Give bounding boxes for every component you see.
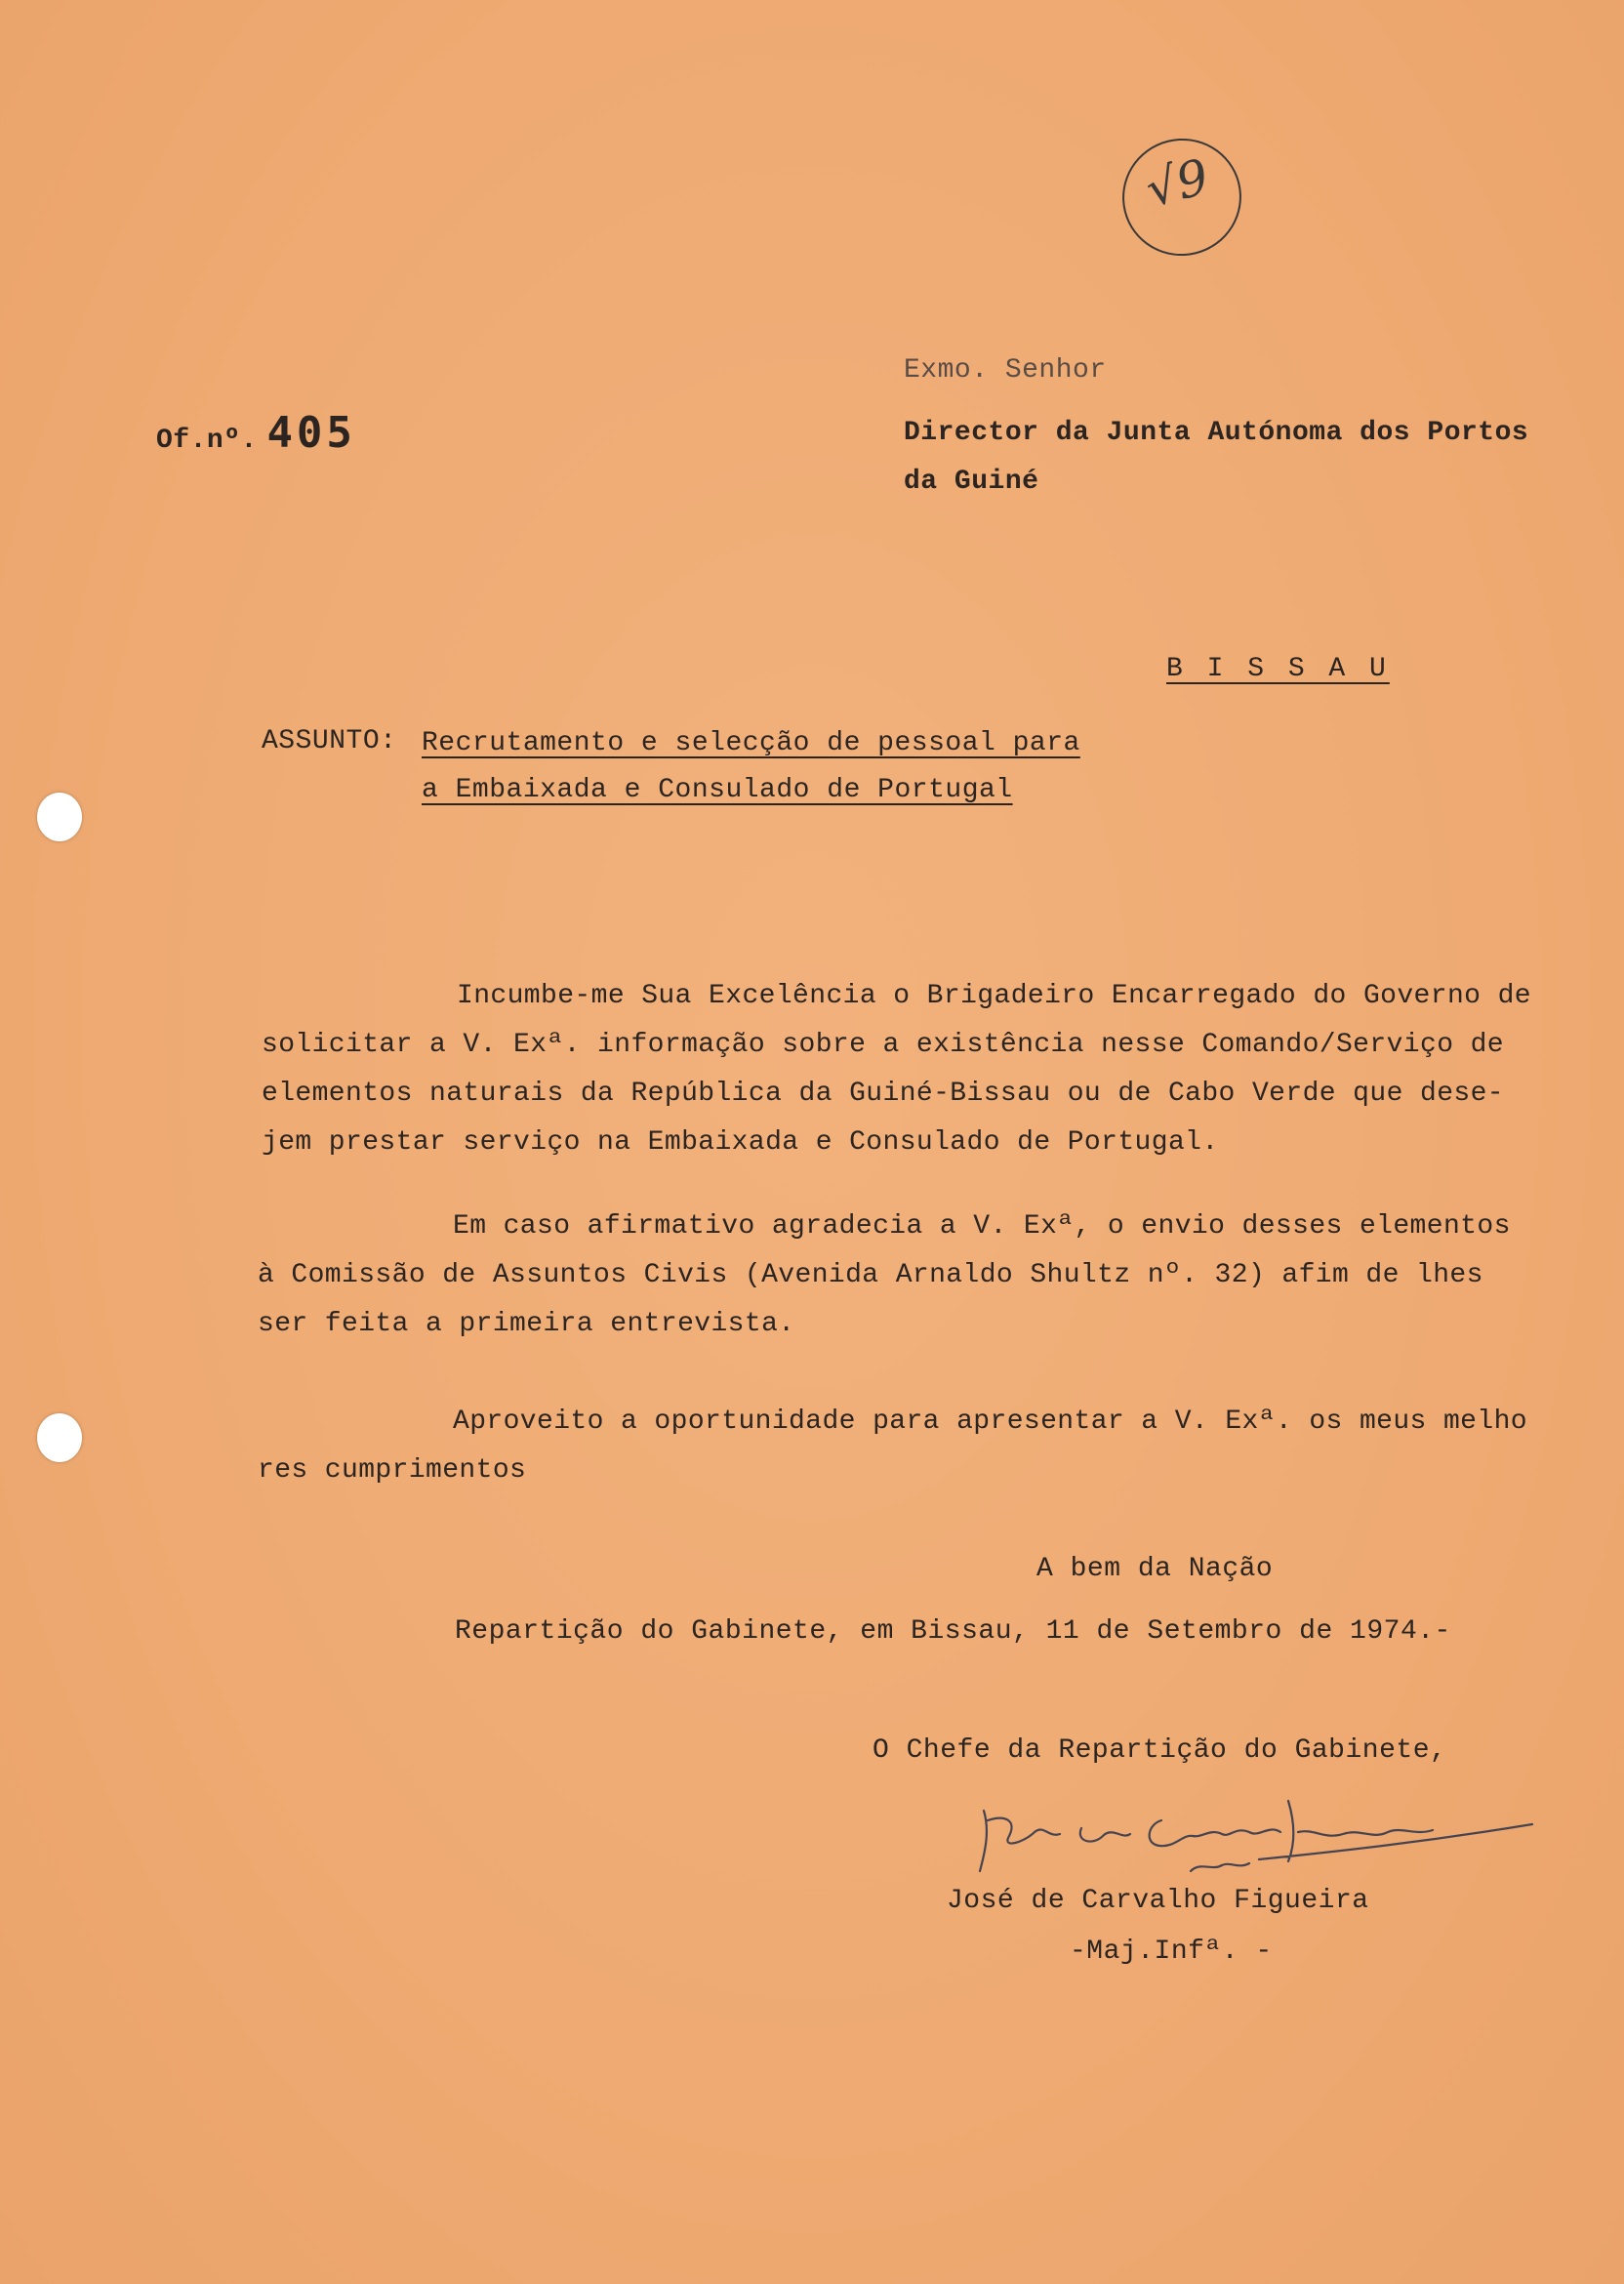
paragraph-2-line: Em caso afirmativo agradecia a V. Exª, o envio desses elementos: [453, 1211, 1511, 1242]
paragraph-2: [258, 1203, 1511, 1349]
addressee-line-2: da Guiné: [904, 467, 1039, 497]
subject-line-1: Recrutamento e selecção de pessoal para: [422, 728, 1080, 758]
paragraph-3: [258, 1398, 1527, 1495]
subject-label: ASSUNTO:: [262, 726, 397, 756]
addressee-line-1: Director da Junta Autónoma dos Portos: [904, 418, 1529, 448]
paragraph-1-line: elementos naturais da República da Guiné-Bissau ou de Cabo Verde que dese-: [262, 1079, 1505, 1109]
paragraph-3-line: Aproveito a oportunidade para apresentar a V. Exª. os meus melho: [453, 1407, 1527, 1437]
stamp-mark-text: √9: [1140, 147, 1215, 219]
office-ref-label: Of.nº.: [156, 426, 258, 456]
paragraph-2-line: à Comissão de Assuntos Civis (Avenida Arnaldo Shultz nº. 32) afim de lhes: [258, 1260, 1483, 1290]
signatory-name: José de Carvalho Figueira: [947, 1886, 1369, 1916]
paragraph-2-line: ser feita a primeira entrevista.: [258, 1309, 795, 1339]
place-and-date: Repartição do Gabinete, em Bissau, 11 de Setembro de 1974.-: [455, 1616, 1451, 1647]
city-heading: B I S S A U: [1166, 654, 1390, 684]
paragraph-1-line: jem prestar serviço na Embaixada e Consulado de Portugal.: [262, 1127, 1219, 1158]
closing-motto: A bem da Nação: [1036, 1554, 1274, 1584]
paragraph-3-line: res cumprimentos: [258, 1455, 527, 1486]
paragraph-1-line: solicitar a V. Exª. informação sobre a existência nesse Comando/Serviço de: [262, 1030, 1505, 1060]
paragraph-1-line: Incumbe-me Sua Excelência o Brigadeiro Encarregado do Governo de: [457, 981, 1531, 1011]
signatory-role: O Chefe da Repartição do Gabinete,: [873, 1735, 1447, 1766]
punch-hole-top: [37, 793, 82, 841]
handwritten-signature: [966, 1781, 1552, 1889]
punch-hole-bottom: [37, 1413, 82, 1462]
signatory-rank: -Maj.Infª. -: [1070, 1937, 1273, 1967]
subject-line-2: a Embaixada e Consulado de Portugal: [422, 775, 1013, 805]
office-ref-number: 405: [266, 408, 356, 458]
paragraph-1: [262, 972, 1531, 1167]
office-reference: [156, 408, 356, 458]
salutation: Exmo. Senhor: [904, 355, 1107, 386]
